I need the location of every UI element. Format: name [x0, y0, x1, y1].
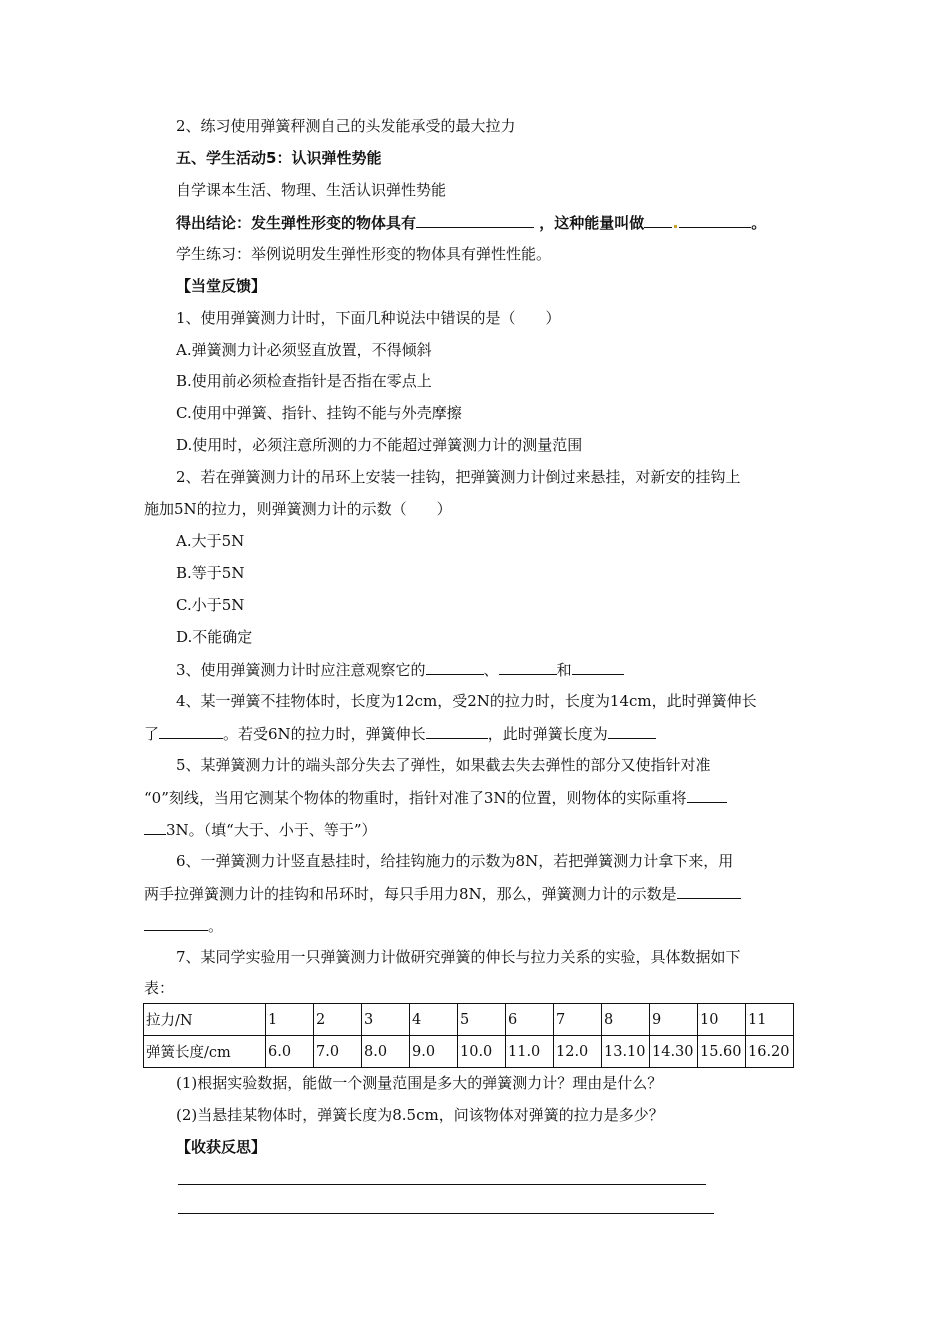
q5-line1: 5、某弹簧测力计的端头部分失去了弹性，如果截去失去弹性的部分又使指针对准: [176, 756, 711, 774]
q2-stem-line1: 2、若在弹簧测力计的吊环上安装一挂钩，把弹簧测力计倒过来悬挂，对新安的挂钩上: [176, 468, 741, 486]
table-cell: 1: [266, 1004, 314, 1036]
data-table: [143, 1003, 794, 1068]
table-cell: 16.20: [746, 1036, 794, 1068]
q4-line1: 4、某一弹簧不挂物体时，长度为12cm，受2N的拉力时，长度为14cm，此时弹簧伸长: [176, 692, 757, 710]
q4-blank-2[interactable]: [426, 723, 488, 739]
table-cell: 8: [602, 1004, 650, 1036]
q5-blank-2[interactable]: [144, 819, 166, 835]
q2-option-c: C.小于5N: [176, 596, 245, 614]
table-cell: 10: [698, 1004, 746, 1036]
q1-option-d: D.使用时，必须注意所测的力不能超过弹簧测力计的测量范围: [176, 436, 583, 454]
conclusion-end: 。: [751, 214, 767, 232]
q2-option-b: B.等于5N: [176, 564, 245, 582]
q7-line1: 7、某同学实验用一只弹簧测力计做研究弹簧的伸长与拉力关系的实验，具体数据如下: [176, 948, 741, 966]
q7-sub1: (1)根据实验数据，能做一个测量范围是多大的弹簧测力计？理由是什么？: [176, 1074, 663, 1092]
activity5-self-study: 自学课本生活、物理、生活认识弹性势能: [176, 181, 447, 199]
q1-option-b: B.使用前必须检查指针是否指在零点上: [176, 372, 432, 390]
q3-blank-1[interactable]: [426, 659, 484, 675]
q4-line2: [144, 723, 656, 744]
conclusion-mid: ，这种能量叫做: [539, 214, 645, 232]
q6-line2: [144, 883, 741, 904]
q3-text: 3、使用弹簧测力计时应注意观察它的: [176, 661, 426, 679]
q2-stem-line2: 施加5N的拉力，则弹簧测力计的示数（ ）: [144, 500, 452, 518]
intro-item: 2、练习使用弹簧秤测自己的头发能承受的最大拉力: [176, 117, 516, 135]
q4-blank-3[interactable]: [608, 723, 656, 739]
table-cell: 15.60: [698, 1036, 746, 1068]
reflection-line-1[interactable]: [178, 1184, 706, 1185]
activity5-title: 五、学生活动5：认识弹性势能: [176, 149, 382, 167]
table-cell: 13.10: [602, 1036, 650, 1068]
q4-text-c: ，此时弹簧长度为: [487, 725, 608, 743]
q6-text: 两手拉弹簧测力计的挂钩和吊环时，每只手用力8N，那么，弹簧测力计的示数是: [144, 885, 677, 903]
table-cell: 9: [650, 1004, 698, 1036]
activity5-practice: 学生练习：举例说明发生弹性形变的物体具有弹性性能。: [176, 245, 552, 263]
table-cell-label: 拉力/N: [144, 1004, 266, 1036]
table-cell: 3: [362, 1004, 410, 1036]
conclusion-blank-2a[interactable]: [644, 212, 672, 228]
q3-line: [176, 659, 624, 680]
table-cell: 6.0: [266, 1036, 314, 1068]
q7-sub2: (2)当悬挂某物体时，弹簧长度为8.5cm，问该物体对弹簧的拉力是多少？: [176, 1106, 664, 1124]
table-row: [144, 1036, 794, 1068]
mark-dot: [674, 225, 677, 228]
q2-option-a: A.大于5N: [176, 532, 245, 550]
table-cell: 14.30: [650, 1036, 698, 1068]
table-cell: 7: [554, 1004, 602, 1036]
conclusion-pre: 得出结论：发生弹性形变的物体具有: [176, 214, 417, 232]
q5-blank-1[interactable]: [687, 787, 727, 803]
reflection-line-2[interactable]: [178, 1213, 714, 1214]
table-cell: 11.0: [506, 1036, 554, 1068]
table-cell: 10.0: [458, 1036, 506, 1068]
q1-option-a: A.弹簧测力计必须竖直放置，不得倾斜: [176, 341, 432, 359]
q4-text-a: 了: [144, 725, 160, 743]
q1-option-c: C.使用中弹簧、指针、挂钩不能与外壳摩擦: [176, 404, 462, 422]
q6-line3: [144, 915, 223, 936]
q7-line2: 表：: [144, 979, 175, 997]
table-cell: 5: [458, 1004, 506, 1036]
reflection-heading: 【收获反思】: [176, 1138, 267, 1156]
table-cell: 8.0: [362, 1036, 410, 1068]
q4-text-b: 。若受6N的拉力时，弹簧伸长: [223, 725, 426, 743]
q6-text-end: 。: [208, 917, 224, 935]
table-cell: 7.0: [314, 1036, 362, 1068]
table-cell: 9.0: [410, 1036, 458, 1068]
table-cell: 4: [410, 1004, 458, 1036]
q6-blank-1[interactable]: [677, 883, 741, 899]
table-cell: 12.0: [554, 1036, 602, 1068]
q3-and: 和: [556, 661, 572, 679]
table-cell: 6: [506, 1004, 554, 1036]
conclusion-blank-1[interactable]: [416, 212, 534, 228]
table-cell: 2: [314, 1004, 362, 1036]
q6-line1: 6、一弹簧测力计竖直悬挂时，给挂钩施力的示数为8N，若把弹簧测力计拿下来，用: [176, 852, 734, 870]
activity5-conclusion: [176, 212, 766, 233]
feedback-heading: 【当堂反馈】: [176, 277, 267, 295]
q4-blank-1[interactable]: [159, 723, 223, 739]
table-row: [144, 1004, 794, 1036]
q5-text: “0”刻线，当用它测某个物体的物重时，指针对准了3N的位置，则物体的实际重将: [144, 789, 687, 807]
q5-text-end: 3N。（填“大于、小于、等于”）: [166, 821, 377, 839]
table-cell-label: 弹簧长度/cm: [144, 1036, 266, 1068]
q5-line2: [144, 787, 727, 808]
table-cell: 11: [746, 1004, 794, 1036]
q5-line3: [144, 819, 377, 840]
q6-blank-2[interactable]: [144, 915, 208, 931]
q2-option-d: D.不能确定: [176, 628, 253, 646]
q3-blank-3[interactable]: [572, 659, 624, 675]
conclusion-blank-2b[interactable]: [679, 212, 751, 228]
q3-blank-2[interactable]: [499, 659, 557, 675]
q1-stem: 1、使用弹簧测力计时，下面几种说法中错误的是（ ）: [176, 309, 561, 327]
q3-sep: 、: [483, 661, 499, 679]
